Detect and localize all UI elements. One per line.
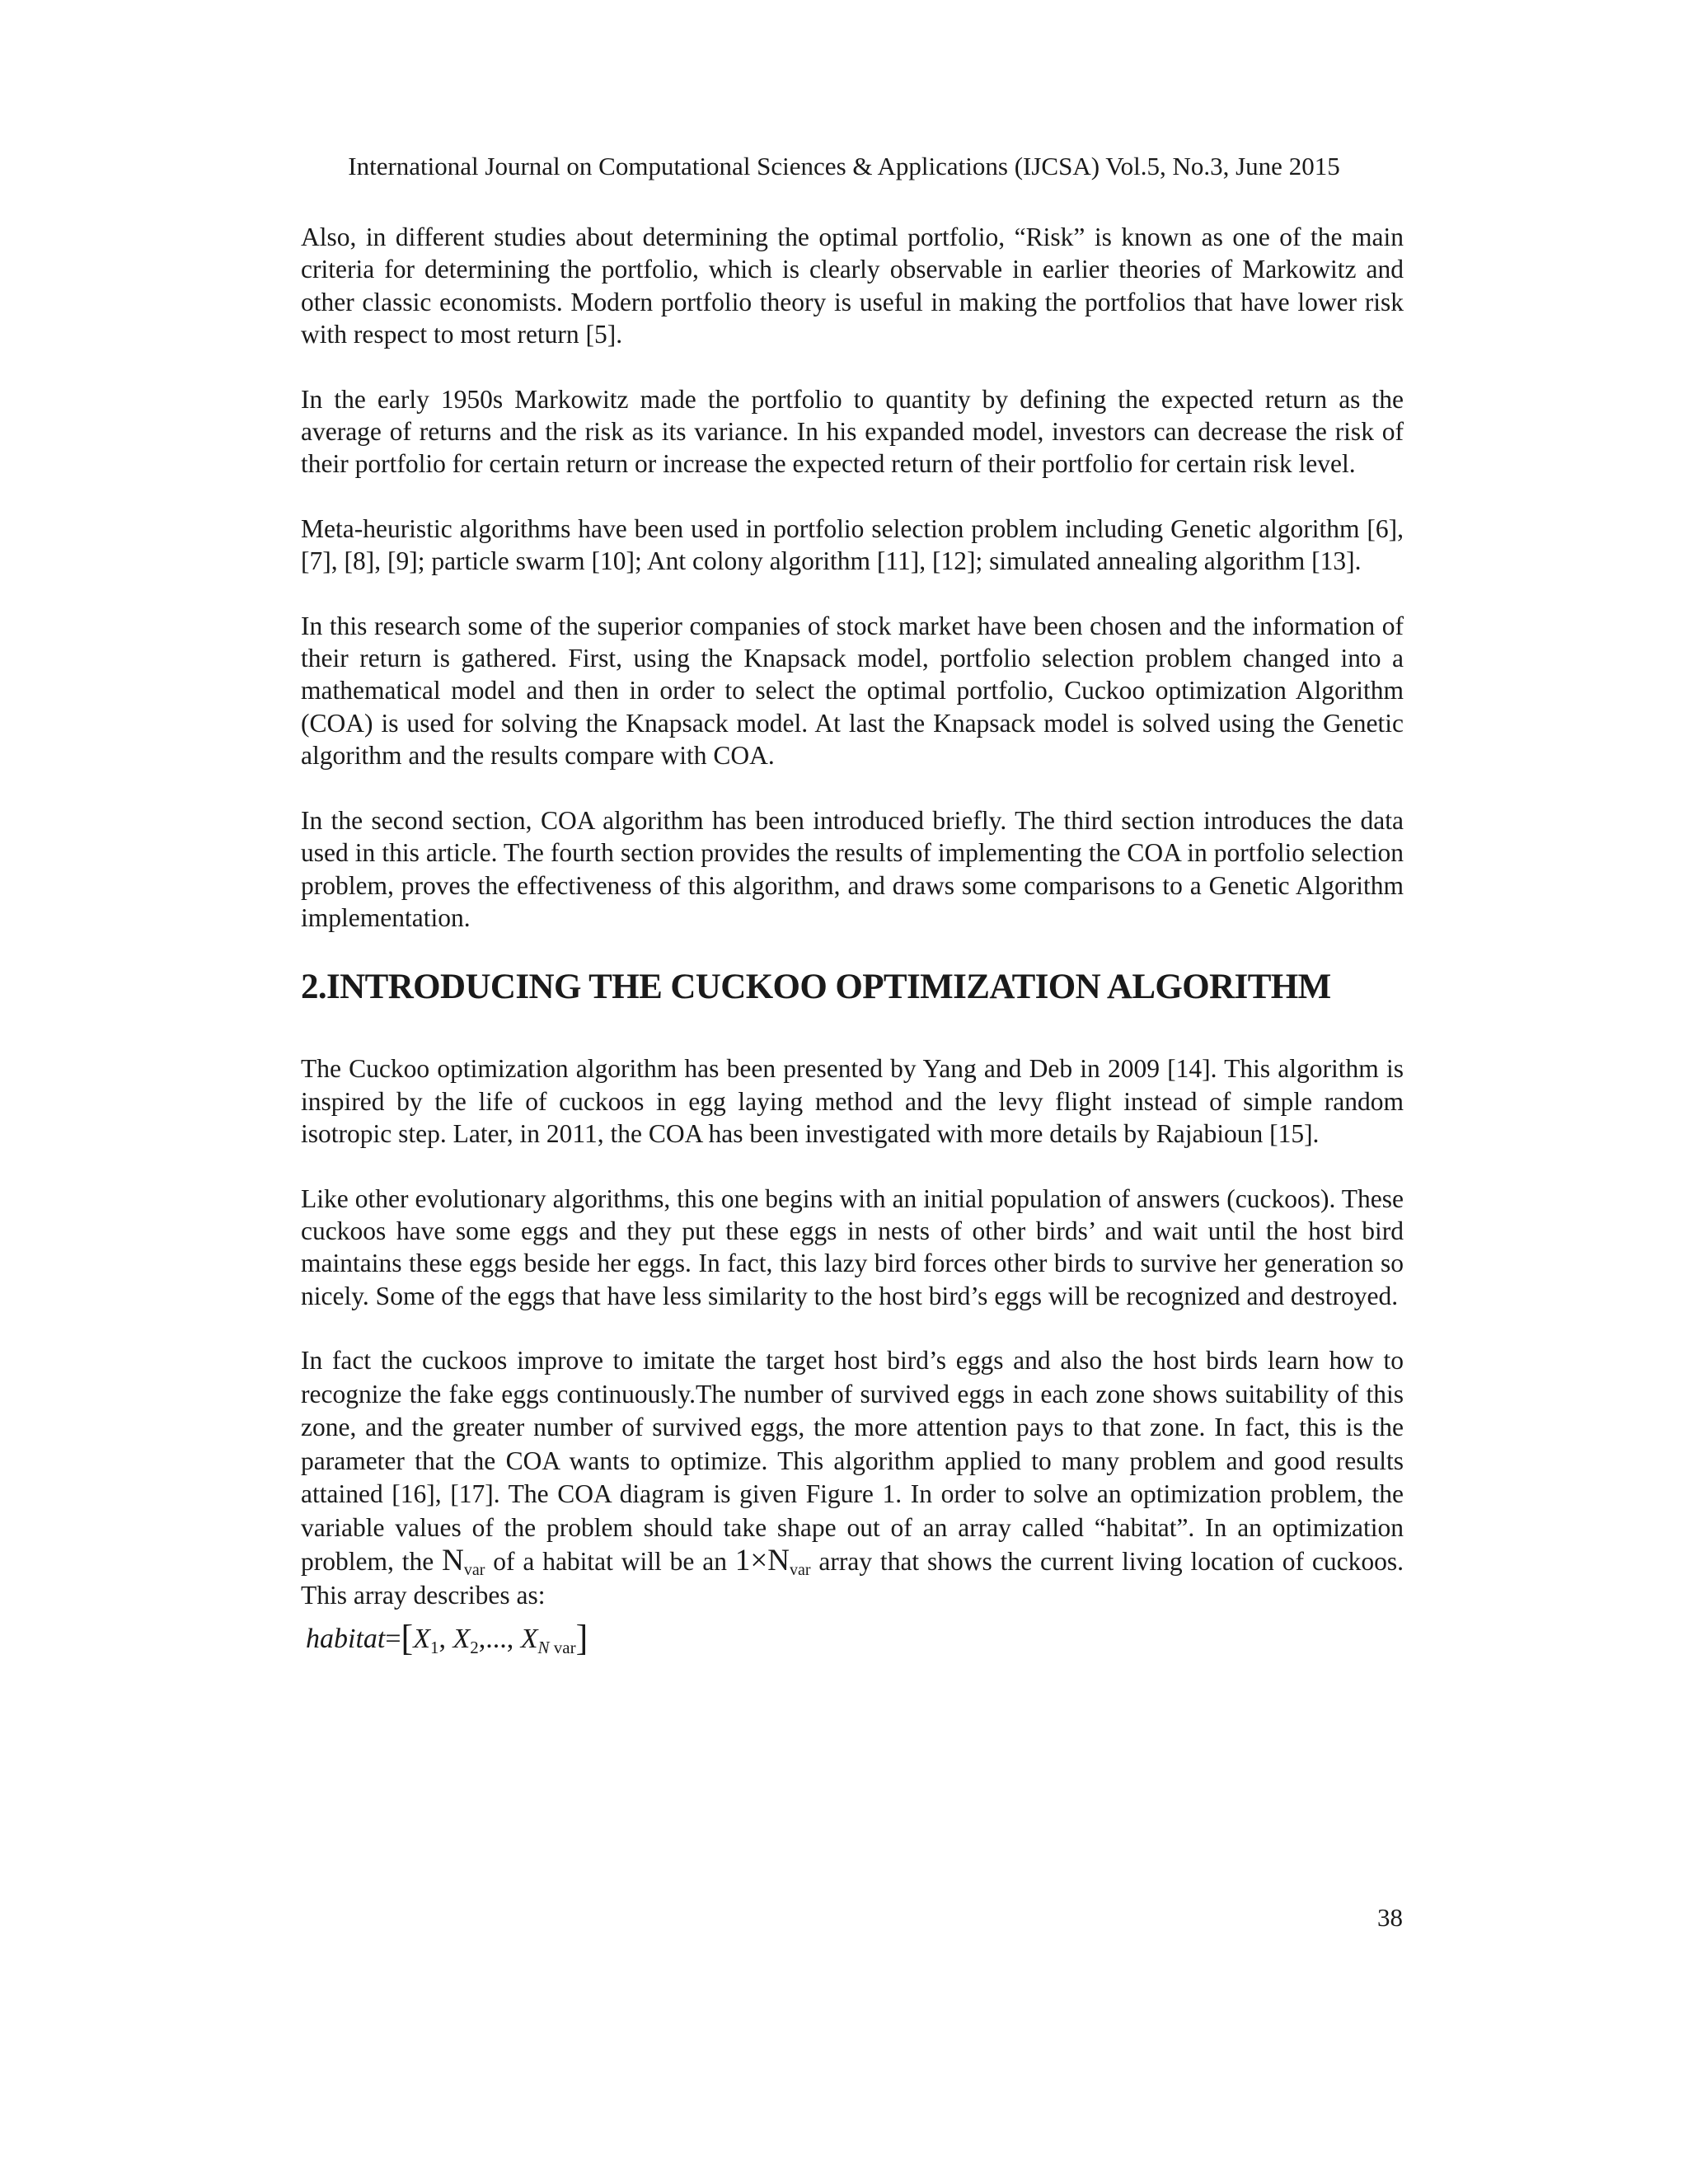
paragraph-markowitz-model: In the early 1950s Markowitz made the portfolio to quantity by defining the expected return as the average of returns and the risk as its variance. In his expanded model, investors can decrease the risk of their portfolio for certain return or increase the expected return of their portfolio for certain risk level. xyxy=(301,384,1404,479)
paragraph-coa-population: Like other evolutionary algorithms, this one begins with an initial population of answers (cuckoos). These cuckoos have some eggs and they put these eggs in nests of other birds’ and wait until the host bird maintains these eggs beside her eggs. In fact, this lazy bird forces other birds to survive her generation so nicely. Some of the eggs that have less similarity to the host bird’s eggs will be recognized and destroyed. xyxy=(301,1183,1404,1310)
equation-open-bracket: [ xyxy=(401,1618,414,1659)
paragraph-research-approach: In this research some of the superior companies of stock market have been chosen and the information of their return is gathered. First, using the Knapsack model, portfolio selection problem changed into a mathematical model and then in order to select the optimal portfolio, Cuckoo optimization Algorithm (COA) is used for solving the Knapsack model. At last the Knapsack model is solved using the Genetic algorithm and the results compare with COA. xyxy=(301,611,1404,771)
habitat-equation xyxy=(306,1619,1404,1659)
section-heading-coa: 2.INTRODUCING THE CUCKOO OPTIMIZATION ALGORITHM xyxy=(301,968,1331,1007)
habitat-text-end: array that shows the current living location of cuckoos. This array describes as: xyxy=(301,1547,1404,1610)
habitat-text-intro: In fact the cuckoos improve to imitate the target host bird’s eggs and also the host birds learn how to recognize the fake eggs continuously.The number of survived eggs in each zone shows suitability of this zone, and the greater number of survived eggs, the more attention pays to that zone. In fact, this is the parameter that the COA wants to optimize. This algorithm applied to many problem and good results attained [16], [17]. The COA diagram is given Figure 1. In order to solve an optimization problem, the variable values of the problem should take shape out of an array called “habitat”. In an optimization problem, the xyxy=(301,1346,1404,1577)
equation-lhs: habitat xyxy=(306,1624,386,1655)
equation-equals: = xyxy=(385,1624,401,1655)
paragraph-paper-outline: In the second section, COA algorithm has been introduced briefly. The third section introduces the data used in this article. The fourth section provides the results of implementing the COA in portfolio selection problem, proves the effectiveness of this algorithm, and draws some comparisons to a Genetic Algorithm implementation. xyxy=(301,805,1404,932)
nvar-symbol: $N_{var}$ xyxy=(442,1544,485,1580)
equation-comma: , xyxy=(438,1624,453,1655)
equation-term-n: $X_{N var}$ xyxy=(520,1624,576,1658)
equation-ellipsis: ,..., xyxy=(478,1624,521,1655)
running-header: International Journal on Computational Sciences & Applications (IJCSA) Vol.5, No.3, June 2015 xyxy=(348,152,1340,180)
habitat-text-middle: of a habitat will be an xyxy=(493,1547,727,1577)
paragraph-habitat-definition xyxy=(301,1344,1404,1612)
paragraph-risk-criteria: Also, in different studies about determining the optimal portfolio, “Risk” is known as one of the main criteria for determining the portfolio, which is clearly observable in earlier theories of Markowitz and other classic economists. Modern portfolio theory is useful in making the portfolios that have lower risk with respect to most return [5]. xyxy=(301,223,1404,349)
body-text xyxy=(301,221,1404,1659)
page-number: 38 xyxy=(1377,1903,1403,1932)
paragraph-meta-heuristics: Meta-heuristic algorithms have been used in portfolio selection problem including Genetic algorithm [6], [7], [8], [9]; particle swarm [10]; Ant colony algorithm [11], [12]; simulated annealing algorithm [13]. xyxy=(301,513,1404,576)
equation-term-2: $X_2$ xyxy=(452,1624,479,1658)
paragraph-coa-origin: The Cuckoo optimization algorithm has been presented by Yang and Deb in 2009 [14]. This algorithm is inspired by the life of cuckoos in egg laying method and the levy flight instead of simple random isotropic step. Later, in 2011, the COA has been investigated with more details by Rajabioun [15]. xyxy=(301,1054,1404,1149)
equation-close-bracket: ] xyxy=(575,1618,588,1659)
array-dimension: $1\times N_{var}$ xyxy=(734,1544,811,1580)
equation-term-1: $X_1$ xyxy=(413,1624,439,1658)
